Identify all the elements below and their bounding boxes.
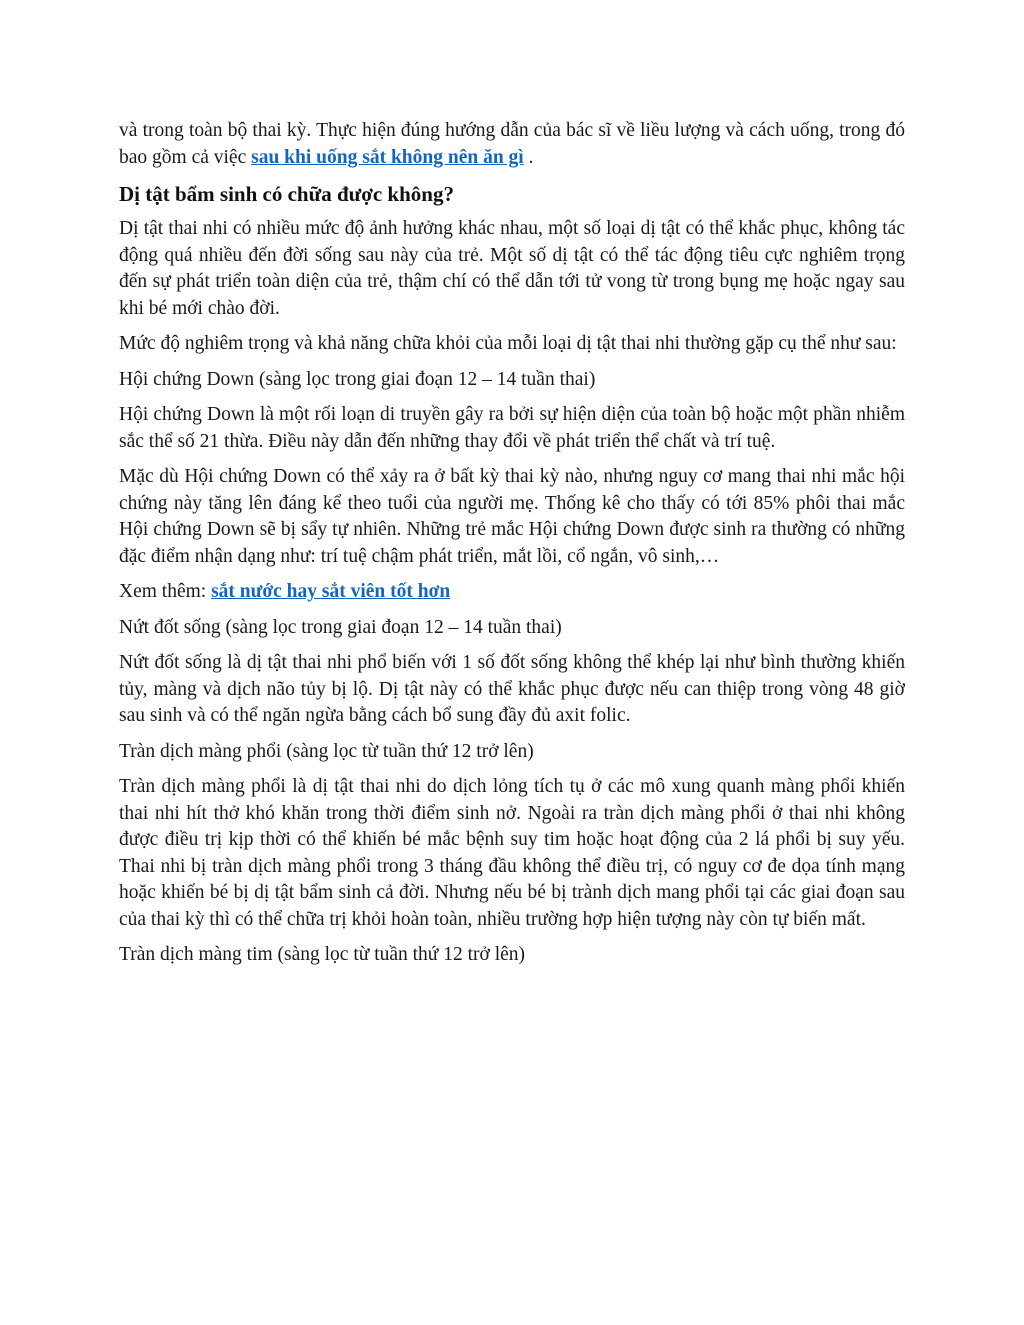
down-syndrome-paragraph-2: Mặc dù Hội chứng Down có thể xảy ra ở bất kỳ thai kỳ nào, nhưng nguy cơ mang thai nhi mắc hội chứng này tăng lên đáng kể theo tuổi của người mẹ. Thống kê cho thấy có tới 85% phôi thai mắc Hội chứng Down sẽ bị sẩy tự nhiên. Những trẻ mắc Hội chứng Down được sinh ra thường có những đặc điểm nhận dạng như: trí tuệ chậm phát triển, mắt lồi, cổ ngắn, vô sinh,…	[119, 466, 905, 567]
down-syndrome-title: Hội chứng Down (sàng lọc trong giai đoạn 12 – 14 tuần thai)	[119, 368, 596, 390]
document-page	[119, 118, 905, 978]
intro-text: và trong toàn bộ thai kỳ. Thực hiện đúng hướng dẫn của bác sĩ về liều lượng và cách uống, trong đó bao gồm cả việc	[119, 120, 905, 168]
section-heading: Dị tật bẩm sinh có chữa được không?	[119, 182, 454, 206]
spina-bifida-paragraph: Nứt đốt sống là dị tật thai nhi phổ biến với 1 số đốt sống không thể khép lại như bình thường khiến tủy, màng và dịch não tủy bị lộ. Dị tật này có thể khắc phục được nếu can thiệp trong vòng 48 giờ sau sinh và có thể ngăn ngừa bằng cách bổ sung đầy đủ axit folic.	[119, 652, 905, 726]
intro-text-end: .	[523, 146, 534, 168]
see-more-label: Xem thêm:	[119, 581, 212, 602]
down-syndrome-paragraph-1: Hội chứng Down là một rối loạn di truyền gây ra bởi sự hiện diện của toàn bộ hoặc một phần nhiễm sắc thể số 21 thừa. Điều này dẫn đến những thay đổi về phát triển thể chất và trí tuệ.	[119, 404, 905, 452]
iron-type-link[interactable]: sắt nước hay sắt viên tốt hơn	[211, 581, 451, 602]
spina-bifida-title: Nứt đốt sống (sàng lọc trong giai đoạn 12 – 14 tuần thai)	[119, 616, 562, 638]
iron-food-link[interactable]: sau khi uống sắt không nên ăn gì	[251, 146, 524, 168]
intro-paragraph	[119, 118, 905, 171]
see-more-paragraph	[119, 579, 905, 606]
severity-paragraph: Dị tật thai nhi có nhiều mức độ ảnh hưởng khác nhau, một số loại dị tật có thể khắc phục, không tác động quá nhiều đến đời sống sau này của trẻ. Một số dị tật có thể tác động tiêu cực nghiêm trọng đến sự phát triển toàn diện của trẻ, thậm chí có thể dẫn tới tử vong từ trong bụng mẹ hoặc ngay sau khi bé mới chào đời.	[119, 218, 905, 319]
pericardial-effusion-title: Tràn dịch màng tim (sàng lọc từ tuần thứ 12 trở lên)	[119, 944, 526, 965]
levels-paragraph: Mức độ nghiêm trọng và khả năng chữa khỏi của mỗi loại dị tật thai nhi thường gặp cụ thể như sau:	[119, 333, 897, 354]
pleural-effusion-paragraph: Tràn dịch màng phổi là dị tật thai nhi do dịch lỏng tích tụ ở các mô xung quanh màng phổi khiến thai nhi hít thở khó khăn trong thời điểm sinh nở. Ngoài ra tràn dịch màng phổi ở thai nhi không được điều trị kịp thời có thể khiến bé mắc bệnh suy tim hoặc hoạt động của 2 lá phổi bị suy yếu. Thai nhi bị tràn dịch màng phổi trong 3 tháng đầu không thể điều trị, có nguy cơ đe dọa tính mạng hoặc khiến bé bị dị tật bẩm sinh cả đời. Nhưng nếu bé bị trành dịch mang phổi tại các giai đoạn sau của thai kỳ thì có thể chữa trị khỏi hoàn toàn, nhiều trường hợp hiện tượng này còn tự biến mất.	[119, 776, 905, 930]
pleural-effusion-title: Tràn dịch màng phổi (sàng lọc từ tuần thứ 12 trở lên)	[119, 740, 534, 762]
